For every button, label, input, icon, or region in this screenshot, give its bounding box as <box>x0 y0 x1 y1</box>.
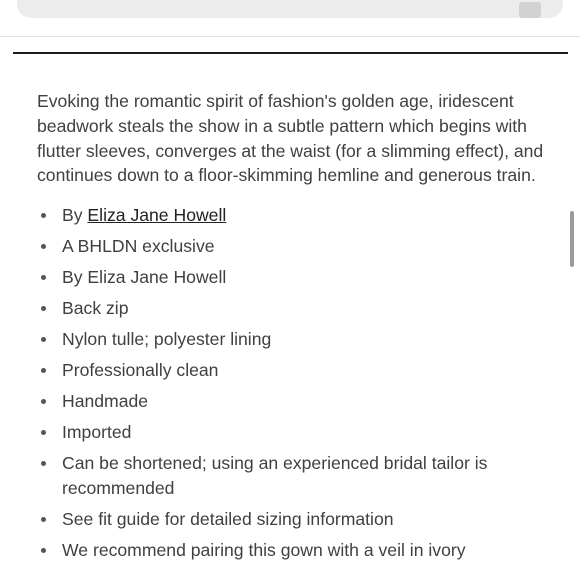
feature-text: By Eliza Jane Howell <box>62 267 227 288</box>
list-item <box>37 451 552 501</box>
list-item <box>37 538 552 563</box>
list-item <box>37 420 552 445</box>
list-item <box>37 265 552 290</box>
list-item <box>37 234 552 259</box>
bullet-icon <box>41 461 46 466</box>
list-item <box>37 389 552 414</box>
feature-text: Imported <box>62 422 132 443</box>
bullet-icon <box>41 517 46 522</box>
designer-prefix: By <box>62 205 88 226</box>
product-feature-list <box>37 203 552 562</box>
feature-text: We recommend pairing this gown with a veil in ivory <box>62 539 466 560</box>
top-bar <box>0 0 580 37</box>
bullet-icon <box>41 244 46 249</box>
feature-text: Professionally clean <box>62 360 219 381</box>
list-item <box>37 358 552 383</box>
feature-text: Back zip <box>62 298 129 319</box>
top-input-field[interactable] <box>17 0 563 18</box>
feature-text: See fit guide for detailed sizing information <box>62 508 394 529</box>
feature-text: Can be shortened; using an experienced bridal tailor is recommended <box>62 453 488 498</box>
bullet-icon <box>41 275 46 280</box>
designer-link[interactable]: Eliza Jane Howell <box>87 205 227 226</box>
scrollbar-thumb[interactable] <box>570 211 574 267</box>
bullet-icon <box>41 213 46 218</box>
list-item <box>37 203 552 228</box>
bullet-icon <box>41 430 46 435</box>
product-description: Evoking the romantic spirit of fashion's golden age, iridescent beadwork steals the show in a subtle pattern which begins with flutter sleeves, converges at the waist (for a slimming effect), and continues down to a floor-skimming hemline and generous train. <box>37 91 544 186</box>
list-item <box>37 327 552 352</box>
list-item <box>37 296 552 321</box>
list-item <box>37 507 552 532</box>
bullet-icon <box>41 337 46 342</box>
bullet-icon <box>41 399 46 404</box>
product-description-section <box>37 89 552 569</box>
bullet-icon <box>41 368 46 373</box>
bullet-icon <box>41 306 46 311</box>
feature-text: A BHLDN exclusive <box>62 236 215 257</box>
field-action-icon[interactable] <box>519 2 541 18</box>
section-divider <box>13 52 568 54</box>
feature-text: Nylon tulle; polyester lining <box>62 329 272 350</box>
bullet-icon <box>41 548 46 553</box>
feature-text: Handmade <box>62 391 149 412</box>
